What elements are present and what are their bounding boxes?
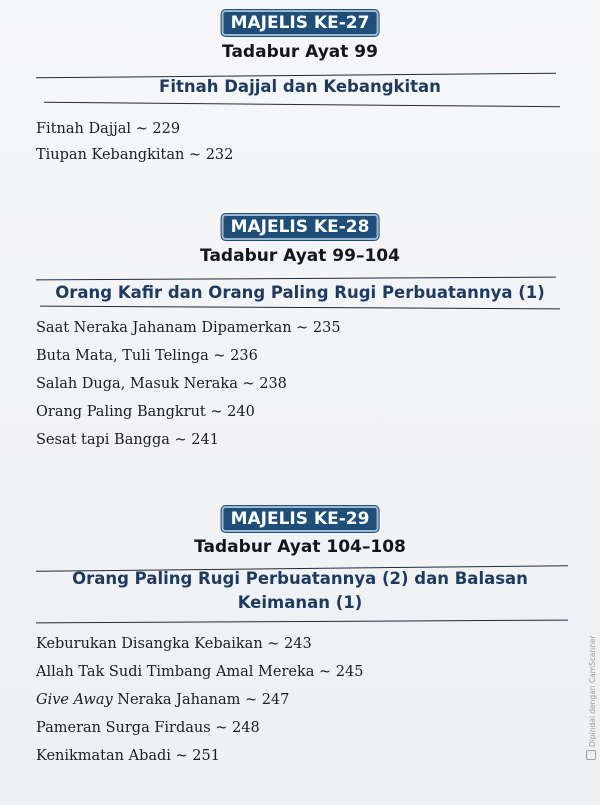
toc-entry: Orang Paling Bangkrut ~ 240	[36, 404, 255, 420]
watermark-text: Dipindai dengan CamScanner	[588, 635, 597, 747]
toc-entry: Salah Duga, Masuk Neraka ~ 238	[36, 376, 287, 392]
toc-entry: Allah Tak Sudi Timbang Amal Mereka ~ 245	[36, 664, 364, 680]
toc-entry	[36, 692, 289, 708]
majelis-badge: MAJELIS KE-28	[222, 214, 379, 240]
topic-title: Fitnah Dajjal dan Kebangkitan	[159, 77, 441, 96]
ayat-heading: Tadabur Ayat 99	[222, 42, 378, 62]
toc-entry-text: Neraka Jahanam ~ 247	[112, 692, 290, 708]
topic-title-line: Keimanan (1)	[237, 593, 363, 612]
toc-entry: Buta Mata, Tuli Telinga ~ 236	[36, 348, 258, 364]
topic-title-line: Orang Paling Rugi Perbuatannya (2) dan Balasan	[72, 569, 528, 588]
toc-entry: Keburukan Disangka Kebaikan ~ 243	[36, 636, 312, 652]
toc-entry: Fitnah Dajjal ~ 229	[36, 121, 181, 137]
toc-entry: Sesat tapi Bangga ~ 241	[36, 432, 219, 448]
divider-bottom	[44, 102, 560, 108]
ayat-heading: Tadabur Ayat 99–104	[200, 246, 400, 266]
majelis-badge: MAJELIS KE-27	[222, 10, 379, 36]
majelis-badge: MAJELIS KE-29	[222, 506, 379, 532]
scanner-watermark	[586, 635, 597, 760]
divider-top	[36, 277, 556, 281]
toc-entry: Saat Neraka Jahanam Dipamerkan ~ 235	[36, 320, 341, 336]
camscanner-icon	[586, 750, 596, 760]
topic-title: Orang Kafir dan Orang Paling Rugi Perbuatannya (1)	[55, 283, 545, 302]
toc-entry: Kenikmatan Abadi ~ 251	[36, 748, 220, 764]
toc-entry: Tiupan Kebangkitan ~ 232	[36, 147, 234, 163]
toc-entry: Pameran Surga Firdaus ~ 248	[36, 720, 260, 736]
divider-bottom	[36, 620, 568, 624]
divider-bottom	[40, 306, 560, 310]
topic-title	[40, 567, 560, 615]
ayat-heading: Tadabur Ayat 104–108	[194, 537, 406, 557]
toc-entry-italic: Give Away	[36, 692, 113, 708]
